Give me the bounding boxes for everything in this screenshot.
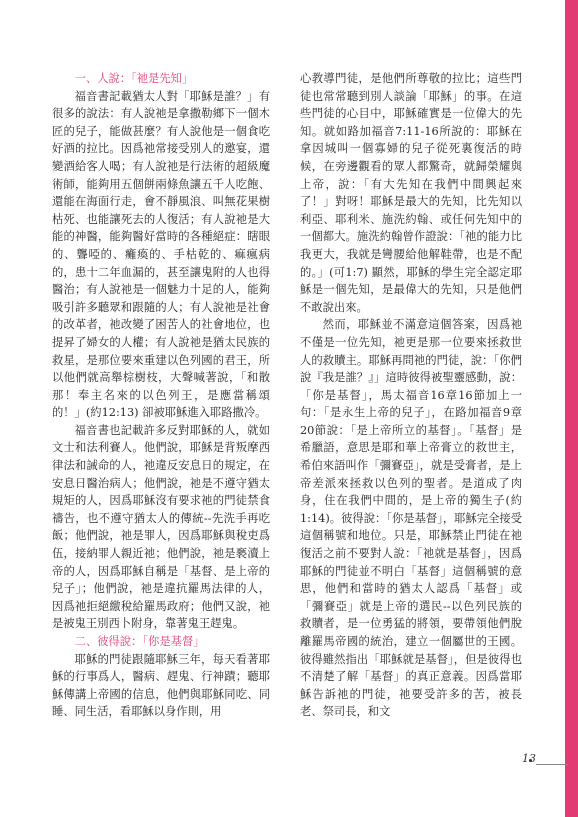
left-column xyxy=(52,70,270,721)
paragraph-continuation: 心教導門徒，是他們所尊敬的拉比；這些門徒也常常聽到別人談論「耶穌」的事。在這些門徒的心目中，耶穌確實是一位偉大的先知。就如路加福音7:11-16所說的：耶穌在拿因城叫一個寡婦的兒子從死裏復活的時候，在旁邊觀看的眾人都驚奇，就歸榮耀與上帝，說：「有大先知在我們中間興起來了！」對呀！耶穌是最大的先知，比先知以利亞、耶利米、施洗約翰、或任何先知中的一個都大。施洗約翰曾作證說：「祂的能力比我更大，我就是彎腰給他解鞋帶，也是不配的。」(可1:7) 顯然，耶穌的學生完全認定耶穌是一個先知，是最偉大的先知，只是他們不敢說出來。 xyxy=(300,72,522,314)
paragraph: 福音書也記載許多反對耶穌的人，就如文士和法利賽人。他們說，耶穌是背叛摩西律法和誡命的人，祂違反安息日的規定，在安息日醫治病人；他們說，祂是不遵守猶太規矩的人，因爲耶穌沒有要求祂的門徒禁食禱告，也不遵守猶太人的傳統--先洗手再吃飯；他們說，祂是罪人，因爲耶穌與稅吏爲伍，接納罪人親近祂；他們說，祂是褻瀆上帝的人，因爲耶穌自稱是「基督、是上帝的兒子」；他們說，祂是違抗羅馬法律的人，因爲祂拒絕繳稅給羅馬政府；他們又說，祂是被鬼王別西卜附身，靠著鬼王趕鬼。 xyxy=(52,423,270,631)
paragraph: 耶穌的門徒跟隨耶穌三年，每天看著耶穌的行事爲人，醫病、趕鬼、行神蹟；聽耶穌傳講上帝國的信息，他們與耶穌同吃、同睡、同生活，看耶穌以身作則，用 xyxy=(52,652,270,719)
right-column xyxy=(300,70,522,721)
section-heading-1: 一、人說：「祂是先知」 xyxy=(74,72,194,85)
section-heading-2: 二、彼得說：「你是基督」 xyxy=(74,635,205,648)
paragraph: 然而，耶穌並不滿意這個答案，因爲祂不僅是一位先知，祂更是那一位要來拯救世人的救贖主。耶穌再問祂的門徒，說：「你們說『我是誰？』」這時彼得被聖靈感動，說：「你是基督」，馬太福音16章16節加上一句：「是永生上帝的兒子」，在路加福音9章20節說：「是上帝所立的基督」。「基督」是希臘語，意思是耶和華上帝膏立的救世主，希伯來語叫作「彌賽亞」，就是受膏者，是上帝差派來拯救以色列的聖者。是道成了肉身，住在我們中間的，是上帝的獨生子(約1:14)。彼得說：「你是基督」，耶穌完全接受這個稱號和地位。只是，耶穌禁止門徒在祂復活之前不要對人說：「祂就是基督」，因爲耶穌的門徒並不明白「基督」這個稱號的意思，他們和當時的猶太人認爲「基督」或「彌賽亞」就是上帝的選民--以色列民族的救贖者，是一位勇猛的將領，要帶領他們脫離羅馬帝國的統治，建立一個屬世的王國。彼得雖然指出「耶穌就是基督」，但是彼得也不清楚了解「基督」的真正意義。因爲當耶穌告訴祂的門徒，祂要受許多的苦，被長老、祭司長，和文 xyxy=(300,318,522,719)
side-accent-bar xyxy=(565,0,578,817)
page-number: 13 xyxy=(522,752,536,765)
page-number-rule xyxy=(536,764,568,765)
paragraph: 福音書記載猶太人對「耶穌是誰？」有很多的說法：有人說祂是拿撒勒鄉下一個木匠的兒子，能做甚麼？有人說他是一個食吃好酒的拉比。因爲祂常接受別人的邀宴，還變酒給客人喝；有人說祂是行法術的超級魔術師，能夠用五個餅兩條魚讓五千人吃飽、還能在海面行走，會不靜風浪、叫無花果樹枯死、也能讓死去的人復活；有人說祂是大能的神醫，能夠醫好當時的各種絕症：瞎眼的、聾啞的、癱瘓的、手枯乾的、痲瘋病的，患十二年血漏的，甚至讓鬼附的人也得醫治；有人說祂是一個魅力十足的人，能夠吸引許多聽眾和跟隨的人；有人說祂是社會的改革者，祂改變了困苦人的社會地位，也提昇了婦女的人權；有人說祂是猶太民族的救星，是那位要來重建以色列國的君王，所以他們就高舉棕樹枝，大聲喊著說，「和散那！奉主名來的以色列王，是應當稱頌的！」(約12:13) 卻被耶穌進入耶路撒冷。 xyxy=(52,89,270,420)
